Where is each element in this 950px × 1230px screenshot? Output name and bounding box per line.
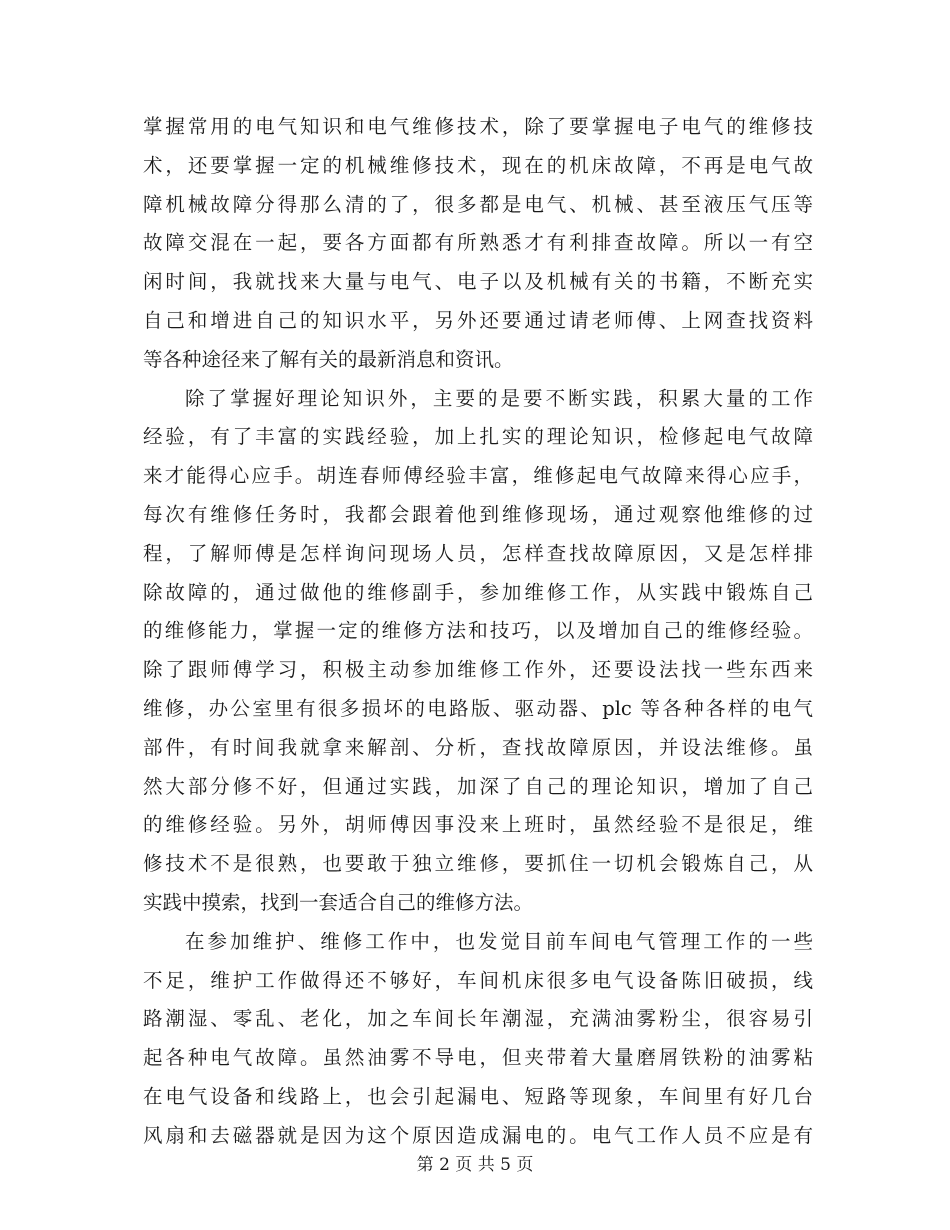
text-line: 在电气设备和线路上，也会引起漏电、短路等现象，车间里有好几台 <box>143 1084 813 1108</box>
text-line: 障机械故障分得那么清的了，很多都是电气、机械、甚至液压气压等 <box>143 192 813 216</box>
text-line: 等各种途径来了解有关的最新消息和资讯。 <box>143 347 514 371</box>
text-line: 术，还要掌握一定的机械维修技术，现在的机床故障，不再是电气故 <box>143 153 813 177</box>
text-line: 掌握常用的电气知识和电气维修技术，除了要掌握电子电气的维修技 <box>143 115 813 138</box>
text-line: 的维修经验。另外，胡师傅因事没来上班时，虽然经验不是很足，维 <box>143 813 813 837</box>
text-line: 起各种电气故障。虽然油雾不导电，但夹带着大量磨屑铁粉的油雾粘 <box>143 1046 813 1070</box>
text-line: 不足，维护工作做得还不够好，车间机床很多电气设备陈旧破损，线 <box>143 968 813 992</box>
text-line: 程，了解师傅是怎样询问现场人员，怎样查找故障原因，又是怎样排 <box>143 541 813 565</box>
text-line: 除了跟师傅学习，积极主动参加维修工作外，还要设法找一些东西来 <box>143 658 813 682</box>
text-line: 经验，有了丰富的实践经验，加上扎实的理论知识，检修起电气故障 <box>143 425 813 449</box>
text-line: 除故障的，通过做他的维修副手，参加维修工作，从实践中锻炼自己 <box>143 580 813 604</box>
text-line: 路潮湿、零乱、老化，加之车间长年潮湿，充满油雾粉尘，很容易引 <box>143 1007 813 1031</box>
text-line: 的维修能力，掌握一定的维修方法和技巧，以及增加自己的维修经验。 <box>143 619 813 643</box>
body-text <box>143 108 813 1156</box>
text-line: 然大部分修不好，但通过实践，加深了自己的理论知识，增加了自己 <box>143 774 813 798</box>
text-line: 修技术不是很熟，也要敢于独立维修，要抓住一切机会锻炼自己，从 <box>143 852 813 876</box>
text-line: 闲时间，我就找来大量与电气、电子以及机械有关的书籍，不断充实 <box>143 270 813 294</box>
page-footer: 第 2 页 共 5 页 <box>416 1155 534 1175</box>
text-line: 除了掌握好理论知识外，主要的是要不断实践，积累大量的工作 <box>185 386 813 410</box>
paragraph <box>143 108 813 380</box>
paragraph <box>143 380 813 923</box>
text-line: 每次有维修任务时，我都会跟着他到维修现场，通过观察他维修的过 <box>143 502 813 526</box>
paragraph <box>143 923 813 1156</box>
text-line: 故障交混在一起，要各方面都有所熟悉才有利排查故障。所以一有空 <box>143 231 813 255</box>
text-line: 在参加维护、维修工作中，也发觉目前车间电气管理工作的一些 <box>185 929 813 953</box>
text-line: 来才能得心应手。胡连春师傅经验丰富，维修起电气故障来得心应手， <box>143 464 813 488</box>
text-line: 自己和增进自己的知识水平，另外还要通过请老师傅、上网查找资料 <box>143 308 813 332</box>
text-line: 风扇和去磁器就是因为这个原因造成漏电的。电气工作人员不应是有 <box>143 1123 813 1147</box>
text-line: 维修，办公室里有很多损坏的电路版、驱动器、plc 等各种各样的电气 <box>143 696 813 720</box>
text-line: 部件，有时间我就拿来解剖、分析，查找故障原因，并设法维修。虽 <box>143 735 813 759</box>
text-line: 实践中摸索，找到一套适合自己的维修方法。 <box>143 890 534 914</box>
